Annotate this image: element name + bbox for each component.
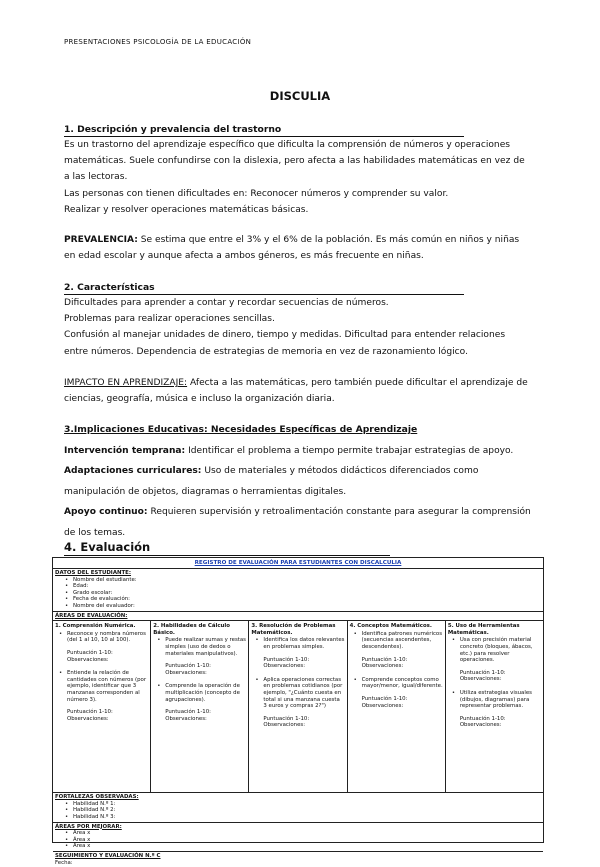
implication-item	[64, 502, 532, 543]
score-field: Puntuación 1-10:	[165, 663, 211, 670]
eval-criterion: • Aplica operaciones correctas en problemas cotidianos (por ejemplo, "¿Cuánto cuesta en total si una manzana cuesta 3 euros y compras 2?")	[263, 677, 344, 710]
date-field: Fecha:	[55, 859, 73, 866]
student-data-label: DATOS DEL ESTUDIANTE:	[55, 570, 132, 576]
prevalence-paragraph	[64, 232, 532, 264]
score-field: Puntuación 1-10:	[67, 709, 113, 716]
implication-text: Uso de materiales y métodos didácticos diferenciados como manipulación de objetos, diagramas o herramientas digitales.	[64, 466, 479, 497]
observations-field: Observaciones:	[263, 663, 306, 670]
form-title: REGISTRO DE EVALUACIÓN PARA ESTUDIANTES CON DISCALCULIA	[53, 558, 543, 569]
eval-criterion: • Reconoce y nombra números (del 1 al 10, 10 al 100).	[67, 631, 148, 644]
section-2-paragraph: Dificultades para aprender a contar y recordar secuencias de números.	[64, 298, 389, 308]
evaluation-form	[52, 557, 544, 866]
observations-field: Observaciones:	[165, 715, 207, 722]
score-field: Puntuación 1-10:	[67, 649, 113, 656]
score-field: Puntuación 1-10:	[263, 715, 310, 722]
strengths-section	[53, 793, 543, 822]
score-field: Puntuación 1-10:	[165, 709, 211, 716]
observations-field: Observaciones:	[361, 702, 404, 709]
score-field: Puntuación 1-10:	[361, 695, 408, 702]
eval-column	[249, 621, 347, 792]
eval-column	[348, 621, 446, 792]
areas-label: ÁREAS DE EVALUACIÓN:	[55, 612, 128, 619]
implication-item	[64, 441, 532, 462]
improve-section	[53, 823, 543, 852]
implication-label: Intervención temprana:	[64, 445, 186, 456]
impact-text: Afecta a las matemáticas, pero también puede dificultar el aprendizaje de ciencias, geografía, música e incluso la organización diaria.	[64, 378, 528, 405]
section-description	[64, 123, 532, 218]
score-field: Puntuación 1-10:	[459, 715, 506, 722]
evaluation-columns	[53, 621, 543, 793]
strength-item: • Habilidad N.º 2:	[73, 807, 541, 814]
eval-column	[53, 621, 151, 792]
improve-item: • Área x	[73, 837, 541, 844]
student-field: • Grado escolar:	[73, 590, 541, 597]
page-title: DISCULIA	[269, 89, 331, 103]
eval-criterion: • Usa con precisión material concreto (bloques, ábacos, etc.) para resolver operaciones.	[460, 637, 541, 663]
implication-item	[64, 461, 532, 502]
eval-criterion: • Puede realizar sumas y restas simples (uso de dedos o materiales manipulativos).	[165, 637, 246, 657]
implication-label: Apoyo continuo:	[64, 507, 148, 517]
eval-column-title: 3. Resolución de Problemas Matemáticos.	[251, 623, 336, 636]
improve-item: • Área x	[73, 830, 541, 837]
observations-field: Observaciones:	[459, 722, 502, 729]
eval-criterion: • Comprende la operación de multiplicación (concepto de agrupaciones).	[165, 683, 246, 703]
score-field: Puntuación 1-10:	[361, 656, 408, 663]
section-1-paragraph: Las personas con tienen dificultades en: Reconocer números y comprender su valor.	[64, 188, 449, 199]
observations-field: Observaciones:	[361, 663, 404, 670]
section-1-heading: 1. Descripción y prevalencia del trastorno	[64, 123, 464, 137]
section-1-paragraph: Es un trastorno del aprendizaje específico que dificulta la comprensión de números y operaciones matemáticas. Suele confundirse con la dislexia, pero afecta a las habilidades matemáticas en vez de a las lectoras.	[64, 140, 525, 183]
student-field: • Nombre del evaluador:	[73, 603, 541, 610]
observations-field: Observaciones:	[165, 669, 207, 676]
implication-label: Adaptaciones curriculares:	[64, 466, 202, 476]
eval-column	[446, 621, 543, 792]
strength-item: • Habilidad N.º 1:	[73, 801, 541, 808]
followup-section	[53, 852, 543, 867]
section-2-paragraph: Problemas para realizar operaciones sencillas.	[64, 314, 275, 325]
student-field: • Fecha de evaluación:	[73, 596, 541, 603]
eval-column	[151, 621, 249, 792]
impact-label: IMPACTO EN APRENDIZAJE:	[64, 378, 188, 388]
section-implications	[64, 420, 532, 543]
impact-paragraph	[64, 375, 532, 407]
score-field: Puntuación 1-10:	[459, 669, 506, 676]
student-field: • Nombre del estudiante:	[73, 577, 541, 584]
strength-item: • Habilidad N.º 3:	[73, 814, 541, 821]
section-1-paragraph: Realizar y resolver operaciones matemáticas básicas.	[64, 204, 309, 215]
observations-field: Observaciones:	[67, 715, 109, 722]
eval-column-title: 5. Uso de Herramientas Matemáticas.	[447, 623, 520, 636]
observations-field: Observaciones:	[459, 676, 502, 683]
areas-label-row	[53, 612, 543, 622]
section-2-heading: 2. Características	[64, 281, 464, 295]
student-field: • Edad:	[73, 583, 541, 590]
section-characteristics	[64, 281, 532, 360]
score-field: Puntuación 1-10:	[263, 656, 310, 663]
improve-label: ÁREAS POR MEJORAR:	[55, 823, 122, 830]
prevalence-text: Se estima que entre el 3% y el 6% de la población. Es más común en niños y niñas en edad escolar y aunque afecta a ambos géneros, es más frecuente en niñas.	[64, 235, 520, 262]
strengths-label: FORTALEZAS OBSERVADAS:	[55, 794, 139, 801]
improve-item: • Área x	[73, 843, 541, 850]
eval-criterion: • Identifica los datos relevantes en problemas simples.	[263, 637, 344, 650]
prevalence-label: PREVALENCIA:	[64, 235, 138, 245]
followup-label: SEGUIMIENTO Y EVALUACIÓN N.º C	[55, 852, 161, 859]
implication-text: Requieren supervisión y retroalimentación constante para asegurar la comprensión de los temas.	[64, 507, 531, 538]
eval-column-title: 1. Comprensión Numérica.	[55, 623, 136, 630]
section-2-paragraph: Confusión al manejar unidades de dinero, tiempo y medidas. Dificultad para entender relaciones entre números. Dependencia de estrategias de memoria en vez de razonamiento lógico.	[64, 330, 506, 357]
section-4-heading: 4. Evaluación	[64, 540, 390, 556]
observations-field: Observaciones:	[67, 656, 109, 663]
observations-field: Observaciones:	[263, 722, 306, 729]
student-data-section	[53, 569, 543, 612]
eval-column-title: 2. Habilidades de Cálculo Básico.	[153, 623, 230, 636]
implication-text: Identificar el problema a tiempo permite trabajar estrategias de apoyo.	[185, 445, 514, 456]
running-header: PRESENTACIONES PSICOLOGÍA DE LA EDUCACIÓN	[64, 38, 252, 46]
eval-criterion: • Utiliza estrategias visuales (dibujos, diagramas) para representar problemas.	[460, 690, 541, 710]
eval-criterion: • Entiende la relación de cantidades con números (por ejemplo, identificar que 3 manzanas corresponden al número 3).	[67, 670, 148, 703]
eval-criterion: • Comprende conceptos como mayor/menor, igual/diferente.	[362, 677, 443, 690]
eval-column-title: 4. Conceptos Matemáticos.	[349, 623, 432, 630]
section-3-heading: 3.Implicaciones Educativas: Necesidades Específicas de Aprendizaje	[64, 424, 418, 435]
eval-criterion: • Identifica patrones numéricos (secuencias ascendentes, descendentes).	[362, 631, 443, 651]
